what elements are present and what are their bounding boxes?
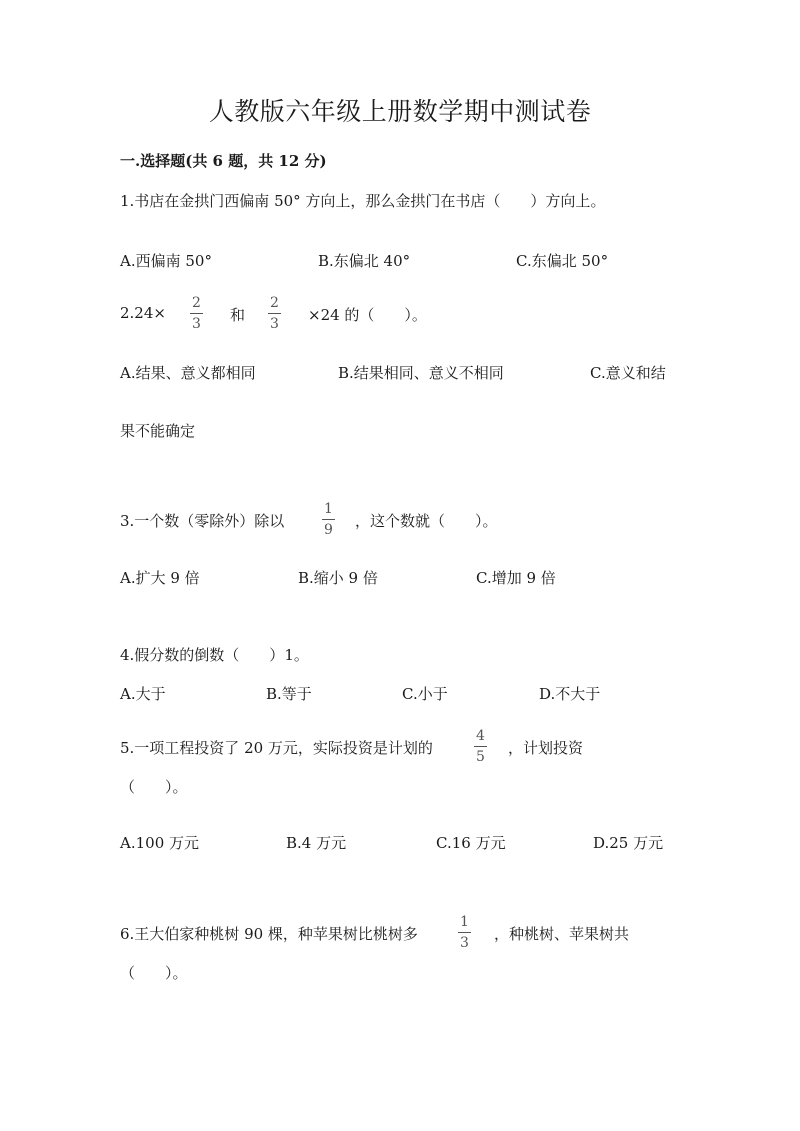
fraction-numerator: 4 xyxy=(476,728,485,744)
fraction-denominator: 3 xyxy=(458,932,471,950)
question-3-suffix: ，这个数就（ ）。 xyxy=(355,512,498,530)
fraction-denominator: 5 xyxy=(474,746,487,764)
page-title: 人教版六年级上册数学期中测试卷 xyxy=(208,97,592,126)
question-1-option-a: A.西偏南 50° xyxy=(120,252,212,270)
question-2-option-b: B.结果相同、意义不相同 xyxy=(338,364,504,382)
question-1-text: 1.书店在金拱门西偏南 50° 方向上，那么金拱门在书店（ ）方向上。 xyxy=(120,192,606,210)
question-4-option-a: A.大于 xyxy=(120,685,166,703)
question-2-prefix: 2.24× xyxy=(120,304,166,322)
section-heading: 一.选择题(共 6 题，共 12 分) xyxy=(120,152,327,170)
question-5-fraction xyxy=(474,729,487,764)
question-6-prefix: 6.王大伯家种桃树 90 棵，种苹果树比桃树多 xyxy=(120,925,418,943)
question-2-suffix: ×24 的（ ）。 xyxy=(308,306,427,324)
fraction-numerator: 2 xyxy=(270,295,279,311)
question-4-option-d: D.不大于 xyxy=(539,685,601,703)
question-4-option-b: B.等于 xyxy=(266,685,312,703)
question-3-option-b: B.缩小 9 倍 xyxy=(298,569,378,587)
question-4-option-c: C.小于 xyxy=(402,685,448,703)
question-5-option-c: C.16 万元 xyxy=(436,834,506,852)
question-3-fraction xyxy=(322,502,335,537)
question-2-option-a: A.结果、意义都相同 xyxy=(120,364,256,382)
question-3-prefix: 3.一个数（零除外）除以 xyxy=(120,512,285,530)
question-4-text: 4.假分数的倒数（ ）1。 xyxy=(120,646,309,664)
fraction-denominator: 9 xyxy=(322,519,335,537)
question-3-option-c: C.增加 9 倍 xyxy=(476,569,556,587)
question-5-option-d: D.25 万元 xyxy=(593,834,664,852)
question-2-fraction-2 xyxy=(268,296,281,331)
question-6-blank: （ ）。 xyxy=(120,964,188,982)
question-3-option-a: A.扩大 9 倍 xyxy=(120,569,200,587)
question-2-fraction-1 xyxy=(190,296,203,331)
fraction-numerator: 2 xyxy=(192,295,201,311)
question-5-prefix: 5.一项工程投资了 20 万元，实际投资是计划的 xyxy=(120,739,433,757)
question-6-suffix: ，种桃树、苹果树共 xyxy=(494,925,630,943)
fraction-denominator: 3 xyxy=(268,313,281,331)
question-6-fraction xyxy=(458,915,471,950)
question-5-option-b: B.4 万元 xyxy=(286,834,347,852)
question-1-option-b: B.东偏北 40° xyxy=(318,252,411,270)
question-5-suffix: ，计划投资 xyxy=(508,739,584,757)
question-2-mid: 和 xyxy=(230,306,246,324)
question-5-blank: （ ）。 xyxy=(120,778,188,796)
question-2-option-c-continuation: 果不能确定 xyxy=(120,422,196,440)
fraction-numerator: 1 xyxy=(460,914,469,930)
question-5-option-a: A.100 万元 xyxy=(120,834,199,852)
fraction-denominator: 3 xyxy=(190,313,203,331)
fraction-numerator: 1 xyxy=(324,501,333,517)
question-1-option-c: C.东偏北 50° xyxy=(516,252,609,270)
question-2-option-c: C.意义和结 xyxy=(590,364,666,382)
